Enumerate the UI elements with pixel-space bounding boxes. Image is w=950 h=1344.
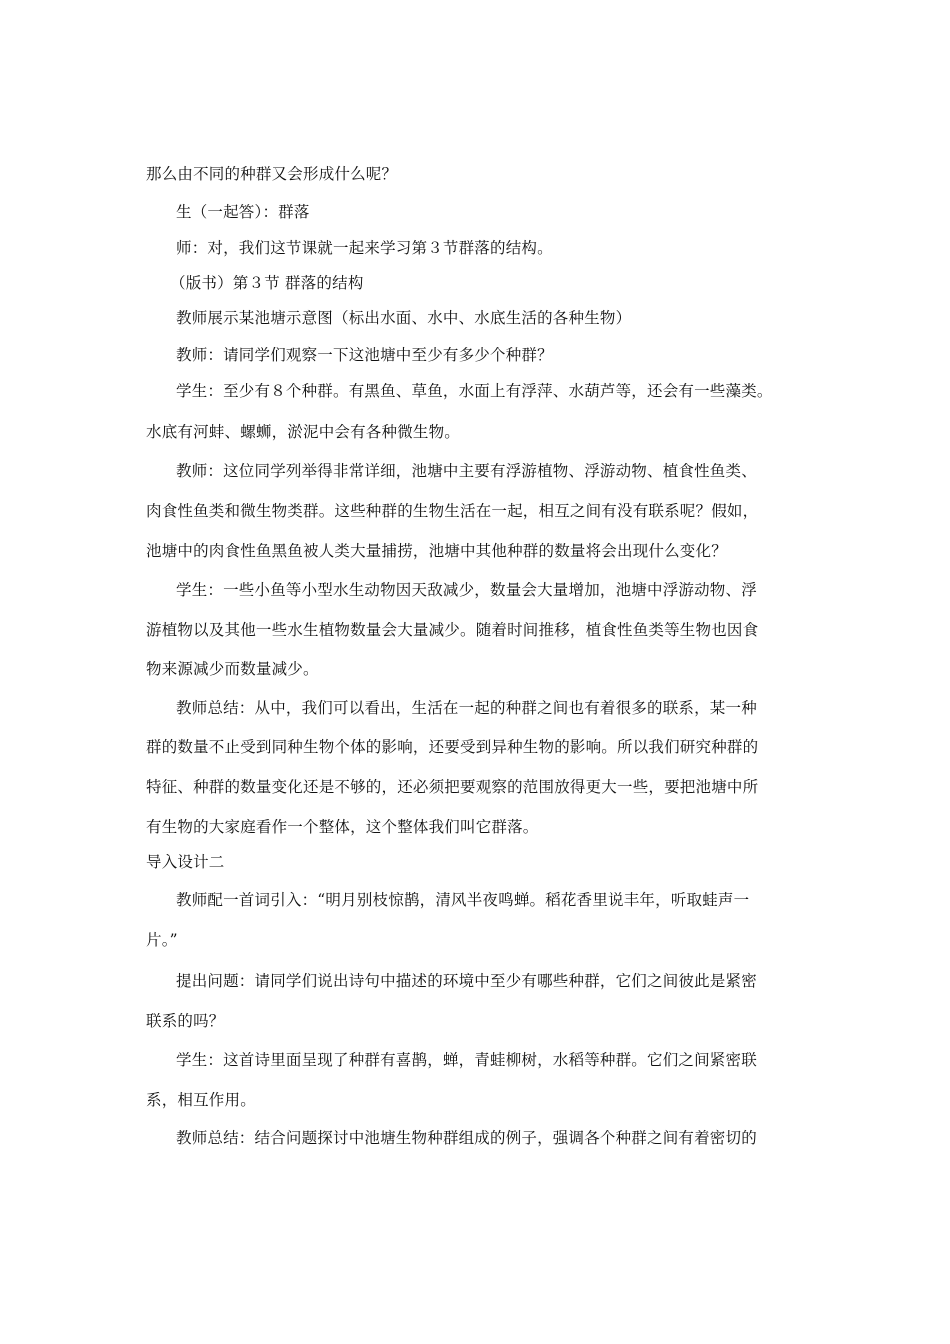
text-line: 提出问题：请同学们说出诗句中描述的环境中至少有哪些种群，它们之间彼此是紧密 — [176, 972, 757, 990]
text-line: 系，相互作用。 — [146, 1091, 256, 1109]
text-line: 特征、种群的数量变化还是不够的，还必须把要观察的范围放得更大一些，要把池塘中所 — [146, 778, 759, 796]
text-line: 教师总结：结合问题探讨中池塘生物种群组成的例子，强调各个种群之间有着密切的 — [176, 1129, 757, 1147]
text-line: 教师配一首词引入：“明月别枝惊鹊，清风半夜鸣蝉。稻花香里说丰年，听取蛙声一 — [176, 891, 750, 909]
text-line: 片。” — [146, 931, 178, 949]
text-line: （版书）第３节 群落的结构 — [170, 274, 364, 292]
text-line: 师：对，我们这节课就一起来学习第３节群落的结构。 — [176, 239, 553, 257]
text-line: 教师总结：从中，我们可以看出，生活在一起的种群之间也有着很多的联系，某一种 — [176, 699, 757, 717]
text-line: 群的数量不止受到同种生物个体的影响，还要受到异种生物的影响。所以我们研究种群的 — [146, 738, 759, 756]
text-line: 肉食性鱼类和微生物类群。这些种群的生物生活在一起，相互之间有没有联系呢？假如， — [146, 502, 759, 520]
text-line: 教师：这位同学列举得非常详细，池塘中主要有浮游植物、浮游动物、植食性鱼类、 — [176, 462, 757, 480]
text-line: 池塘中的肉食性鱼黑鱼被人类大量捕捞，池塘中其他种群的数量将会出现什么变化？ — [146, 542, 727, 560]
text-line: 学生：这首诗里面呈现了种群有喜鹊，蝉，青蛙柳树，水稻等种群。它们之间紧密联 — [176, 1051, 757, 1069]
section-heading: 导入设计二 — [146, 853, 225, 871]
text-line: 教师展示某池塘示意图（标出水面、水中、水底生活的各种生物） — [176, 309, 632, 327]
text-line: 学生：至少有８个种群。有黑鱼、草鱼，水面上有浮萍、水葫芦等，还会有一些藻类。 — [176, 382, 773, 400]
text-line: 生（一起答）：群落 — [176, 203, 310, 221]
text-line: 联系的吗？ — [146, 1012, 225, 1030]
text-line: 教师：请同学们观察一下这池塘中至少有多少个种群？ — [176, 346, 553, 364]
text-line: 那么由不同的种群又会形成什么呢？ — [146, 165, 398, 183]
text-line: 学生：一些小鱼等小型水生动物因天敌减少，数量会大量增加，池塘中浮游动物、浮 — [176, 581, 757, 599]
text-line: 物来源减少而数量减少。 — [146, 660, 319, 678]
text-line: 水底有河蚌、螺蛳，淤泥中会有各种微生物。 — [146, 423, 461, 441]
text-line: 有生物的大家庭看作一个整体，这个整体我们叫它群落。 — [146, 818, 539, 836]
text-line: 游植物以及其他一些水生植物数量会大量减少。随着时间推移，植食性鱼类等生物也因食 — [146, 621, 759, 639]
